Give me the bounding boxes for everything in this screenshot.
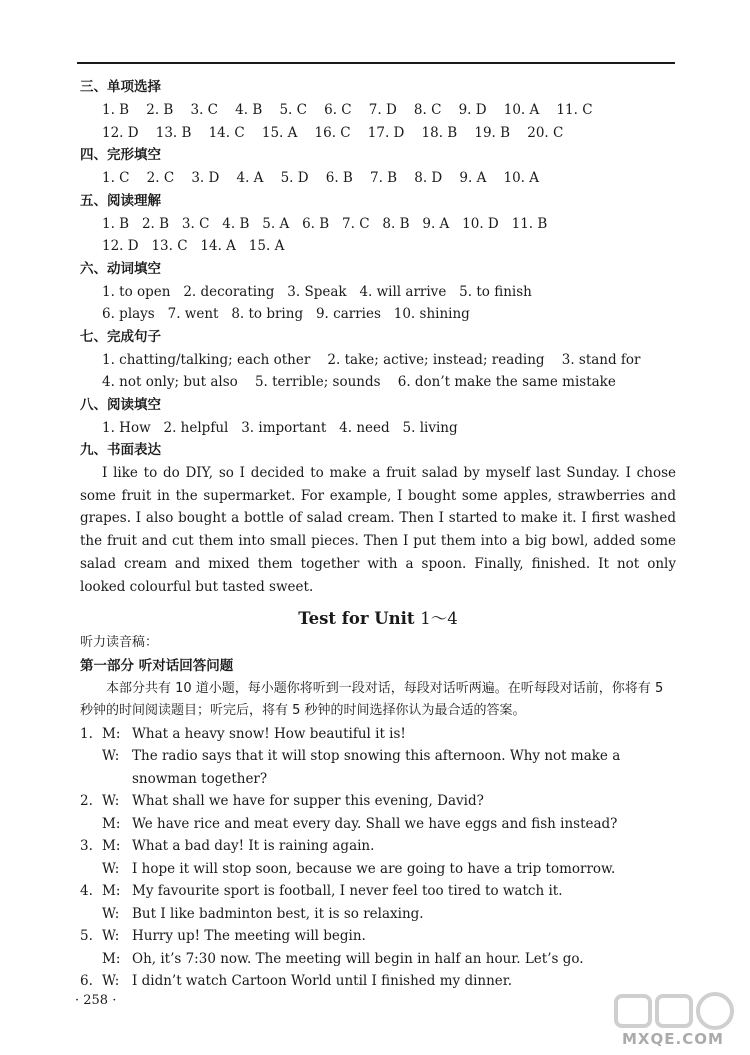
dialogue-text: Hurry up! The meeting will begin. (132, 928, 366, 945)
answer-line: 12. D 13. B 14. C 15. A 16. C 17. D 18. B 19. B 20. C (102, 124, 564, 141)
dialogue-text: I didn’t watch Cartoon World until I finished my dinner. (132, 973, 513, 990)
test-title-range: 1～4 (420, 609, 458, 629)
dialogue-text: I hope it will stop soon, because we are going to have a trip tomorrow. (132, 860, 616, 877)
dialogue-number: 3. (80, 838, 93, 855)
dialogue-text: What a heavy snow! How beautiful it is! (132, 725, 406, 742)
dialogue-text: We have rice and meat every day. Shall we have eggs and fish instead? (132, 815, 618, 832)
dialogue-number: 4. (80, 883, 93, 900)
dialogue-line (80, 925, 676, 948)
dialogue-text: What a bad day! It is raining again. (132, 838, 375, 855)
watermark-text: MXQE.COM (622, 1030, 724, 1048)
dialogue-text: My favourite sport is football, I never feel too tired to watch it. (132, 883, 563, 900)
dialogue-text: Oh, it’s 7:30 now. The meeting will begin in half an hour. Let’s go. (132, 950, 584, 967)
dialogue-speaker: W: (102, 748, 120, 765)
essay-paragraph: I like to do DIY, so I decided to make a fruit salad by myself last Sunday. I chose some fruit in the supermarket. For example, I bought some apples, strawberries and grapes. I also bought a bottle of salad cream. Then I started to make it. I first washed the fruit and cut them into small pieces. Then I put them into a big bowl, added some salad cream and mixed them together with a spoon. Finally, finished. It not only looked colourful but tasted sweet. (80, 465, 676, 595)
answer-line: 1. to open 2. decorating 3. Speak 4. will arrive 5. to finish (102, 283, 532, 300)
dialogue-number: 5. (80, 928, 93, 945)
section-title: 六、动词填空 (80, 260, 161, 277)
page-number: · 258 · (75, 993, 117, 1008)
section-title: 七、完成句子 (80, 328, 161, 345)
dialogue-line (80, 790, 676, 813)
dialogue-speaker: W: (102, 928, 120, 945)
dialogue-speaker: M: (102, 883, 121, 900)
section-title: 三、单项选择 (80, 79, 161, 95)
dialogue-speaker: M: (102, 838, 121, 855)
test-title-text: Test for Unit (298, 609, 415, 629)
dialogue-speaker: M: (102, 725, 121, 742)
dialogue-speaker: W: (102, 860, 120, 877)
answer-line: 1. B 2. B 3. C 4. B 5. A 6. B 7. C 8. B 9. A 10. D 11. B (102, 215, 548, 232)
dialogue-text: What shall we have for supper this evening, David? (132, 793, 484, 810)
dialogue-speaker: M: (102, 950, 121, 967)
script-label: 听力读音稿： (80, 635, 159, 651)
dialogue-speaker: W: (102, 973, 120, 990)
answer-line: 6. plays 7. went 8. to bring 9. carries 10. shining (102, 306, 470, 322)
part-title: 第一部分 听对话回答问题 (80, 657, 234, 674)
dialogue-line (80, 970, 676, 993)
dialogue-speaker: M: (102, 815, 121, 832)
dialogue-text: But I like badminton best, it is so relaxing. (132, 905, 424, 922)
section-title: 八、阅读填空 (80, 396, 161, 413)
dialogue-line (80, 880, 676, 903)
dialogue-line (80, 858, 676, 881)
dialogue-line (80, 835, 676, 858)
section-title: 五、阅读理解 (80, 192, 161, 209)
dialogue-line (80, 948, 676, 971)
dialogue-line (80, 745, 676, 790)
dialogue-list (80, 723, 676, 993)
dialogue-number: 6. (80, 973, 93, 990)
answer-line: 1. How 2. helpful 3. important 4. need 5. living (102, 419, 458, 436)
test-title (80, 606, 676, 632)
page-content (80, 76, 676, 993)
answer-line: 4. not only; but also 5. terrible; sounds 6. don’t make the same mistake (102, 374, 616, 390)
instructions-paragraph: 本部分共有 10 道小题，每小题你将听到一段对话，每段对话听两遍。在听每段对话前，你将有 5 秒钟的时间阅读题目；听完后，将有 5 秒钟的时间选择你认为最合适的答案。 (80, 680, 664, 719)
answer-line: 1. B 2. B 3. C 4. B 5. C 6. C 7. D 8. C 9. D 10. A 11. C (102, 102, 593, 118)
answer-line: 12. D 13. C 14. A 15. A (102, 238, 285, 254)
section-title: 九、书面表达 (80, 442, 161, 458)
dialogue-line (80, 903, 676, 926)
dialogue-line (80, 723, 676, 746)
dialogue-speaker: W: (102, 905, 120, 922)
dialogue-number: 2. (80, 793, 93, 810)
dialogue-number: 1. (80, 725, 93, 742)
top-rule (77, 62, 675, 64)
dialogue-line (80, 813, 676, 836)
answer-line: 1. C 2. C 3. D 4. A 5. D 6. B 7. B 8. D 9. A 10. A (102, 170, 540, 186)
answer-line: 1. chatting/talking; each other 2. take; active; instead; reading 3. stand for (102, 351, 641, 368)
dialogue-text: The radio says that it will stop snowing this afternoon. Why not make a snowman together? (132, 748, 621, 787)
section-title: 四、完形填空 (80, 147, 161, 163)
dialogue-speaker: W: (102, 793, 120, 810)
